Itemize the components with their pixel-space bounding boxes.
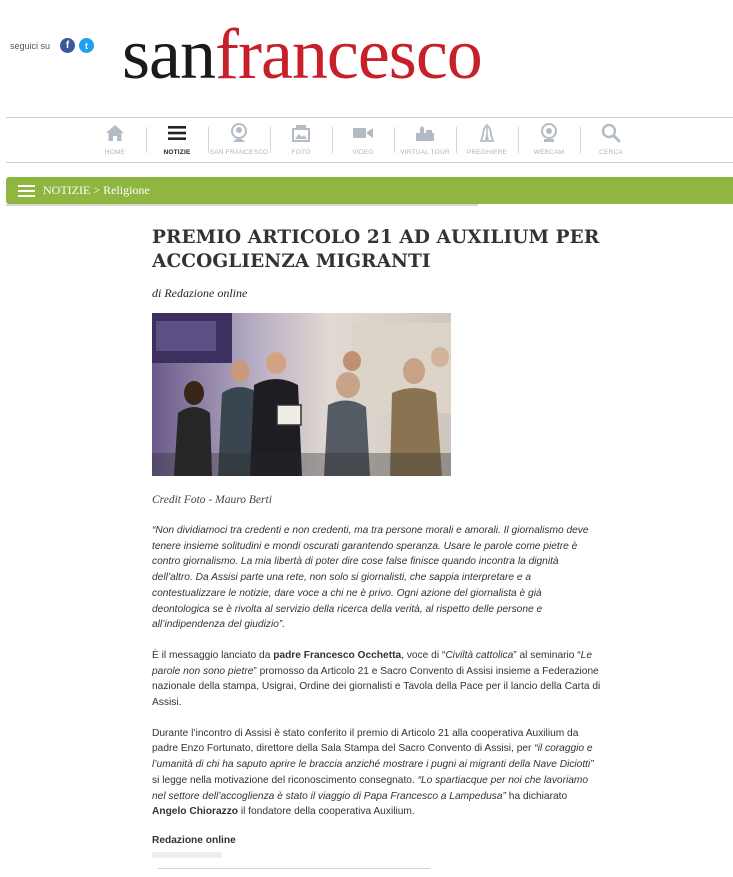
nav-label: NOTIZIE <box>163 149 191 156</box>
breadcrumb[interactable]: NOTIZIE > Religione <box>43 183 150 197</box>
nav-item-webcam[interactable] <box>518 123 580 157</box>
logo-part-francesco: francesco <box>214 14 482 94</box>
logo-part-san: san <box>122 14 215 94</box>
nav-label: WEBCAM <box>533 149 565 156</box>
article-paragraph <box>152 726 602 820</box>
text-segment: , voce di “ <box>401 649 446 661</box>
praying-hands-icon <box>476 123 498 143</box>
nav-label: PREGHIERE <box>466 149 508 156</box>
nav-label: SAN FRANCESCO <box>209 149 269 156</box>
nav-label: FOTO <box>291 149 311 156</box>
home-icon <box>104 123 126 143</box>
hamburger-menu-icon[interactable] <box>18 185 35 197</box>
social-links <box>10 38 94 53</box>
faded-divider <box>152 852 222 858</box>
nav-label: HOME <box>104 149 126 156</box>
article-paragraph <box>152 648 602 711</box>
article <box>152 226 602 858</box>
menu-icon <box>166 123 188 143</box>
publication-name: Civiltà cattolica <box>445 649 514 661</box>
article-quote: “Non dividiamoci tra credenti e non credenti, ma tra persone morali e amorali. Il giornalismo deve tenere insieme solitudini e mondi oscurati garantendo speranza. Usare le parole come pietre è contro giornalismo. La mia libertà di poter dire cose false finisce quando incontra la dignità dell’altro. Da Assisi parte una rete, non solo si giornalisti, che sappia interpretare e a contestualizzare le notizie, dare voce a chi ne è privo. Ogni azione del giornalista è già deontologica se è rivolta al servizio della ricerca della verità, al rispetto delle persone e all’indipendenza del giudizio”. <box>152 525 589 631</box>
twitter-icon[interactable]: t <box>79 38 94 53</box>
webcam-icon <box>538 123 560 143</box>
nav-item-foto[interactable] <box>270 123 332 157</box>
text-segment: ha dichiarato <box>505 790 568 802</box>
photo-icon <box>290 123 312 143</box>
nav-item-cerca[interactable] <box>580 123 642 157</box>
site-logo[interactable] <box>122 14 482 94</box>
nav-item-video[interactable] <box>332 123 394 157</box>
article-bottom-divider <box>158 868 430 869</box>
nav-label: VIDEO <box>352 149 374 156</box>
nav-item-virtual-tour[interactable] <box>394 123 456 157</box>
article-title: PREMIO ARTICOLO 21 AD AUXILIUM PER ACCOGLIENZA MIGRANTI <box>152 227 600 272</box>
nav-label: VIRTUAL TOUR <box>400 149 450 156</box>
search-icon <box>600 123 622 143</box>
photo-credit: Credit Foto - Mauro Berti <box>152 494 272 506</box>
portrait-icon <box>228 123 250 143</box>
article-byline: di Redazione online <box>152 286 248 300</box>
nav-top-divider <box>6 117 733 118</box>
text-segment: Durante l’incontro di Assisi è stato conferito il premio di Articolo 21 alla cooperativa Auxilium da padre Enzo Fortunato, direttore della Sala Stampa del Sacro Convento di Assisi, per <box>152 727 579 755</box>
social-label: seguici su <box>10 40 51 51</box>
facebook-icon[interactable]: f <box>60 38 75 53</box>
text-segment: ” promosso da Articolo 21 e Sacro Convento di Assisi insieme a Federazione nazionale della stampa, Usigrai, Ordine dei giornalisti e Tavola della Pace per il lancio della Carta di Assisi. <box>152 665 601 709</box>
nav-bottom-divider <box>6 162 733 163</box>
seminar-name: Le parole non sono pietre <box>152 649 592 677</box>
text-segment: ” al seminario “ <box>513 649 581 661</box>
quote-segment: “Lo spartiacque per noi che lavoriamo nel settore dell’accoglienza è stato il viaggio di Papa Francesco a Lampedusa” <box>152 774 589 802</box>
nav-item-home[interactable] <box>84 123 146 157</box>
nav-item-preghiere[interactable] <box>456 123 518 157</box>
text-segment: il fondatore della cooperativa Auxilium. <box>238 806 415 818</box>
breadcrumb-shadow <box>6 204 478 206</box>
person-name: Angelo Chiorazzo <box>152 806 239 818</box>
nav-item-san-francesco[interactable] <box>208 123 270 157</box>
breadcrumb-bar <box>6 177 733 204</box>
article-photo <box>152 313 451 476</box>
text-segment: si legge nella motivazione del riconoscimento consegnato. <box>152 774 418 786</box>
basilica-icon <box>414 123 436 143</box>
main-nav <box>84 123 642 157</box>
nav-label: CERCA <box>599 149 623 156</box>
article-signoff: Redazione online <box>152 834 236 846</box>
text-segment: È il messaggio lanciato da <box>152 649 274 661</box>
quote-segment: “il coraggio e l’umanità di chi ha saputo aprire le braccia anziché mostrare i pugni ai migranti della Nave Diciotti” <box>152 743 594 771</box>
person-name: padre Francesco Occhetta <box>273 649 402 661</box>
video-icon <box>352 123 374 143</box>
nav-item-notizie[interactable] <box>146 123 208 157</box>
